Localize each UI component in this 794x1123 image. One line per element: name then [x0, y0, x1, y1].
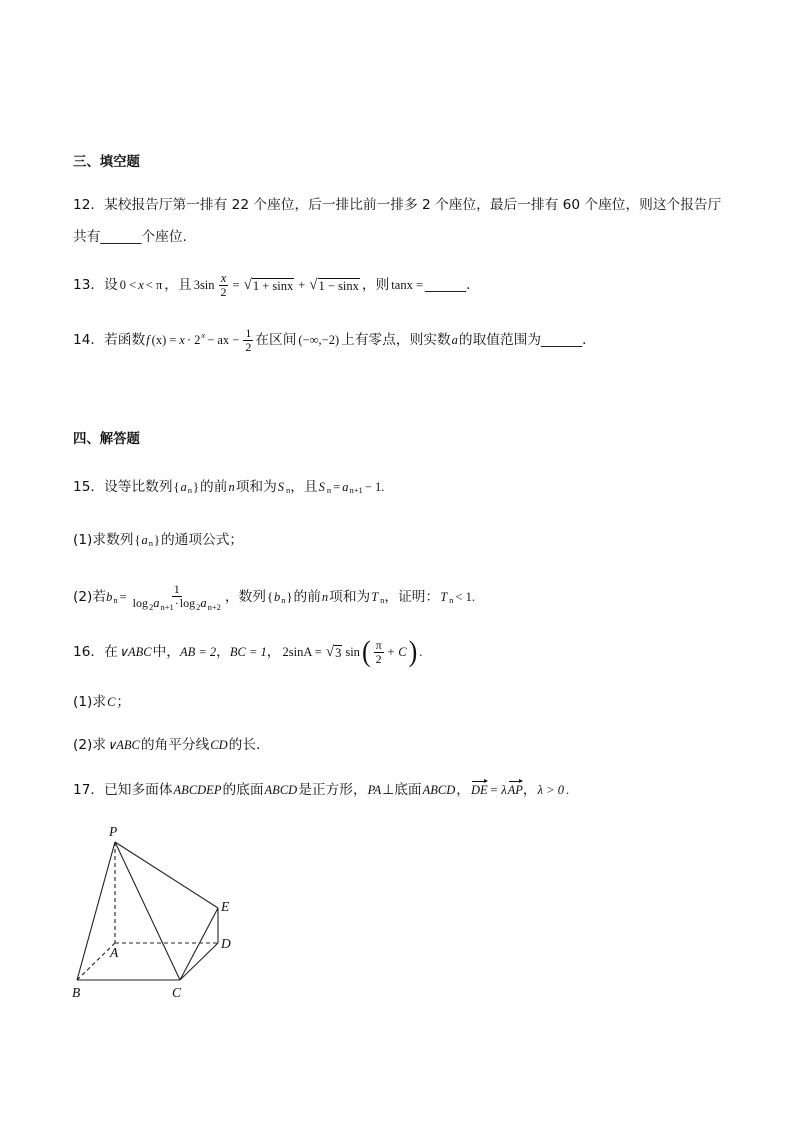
q16-frac-num: π [375, 637, 382, 652]
q16-bc: BC = 1 [229, 645, 267, 659]
q15-part2-frac-den [131, 597, 223, 611]
q14-mid: 上有零点，则实数 [341, 332, 451, 348]
q17-comma-2: ， [522, 782, 537, 798]
q15-equals: = [333, 480, 341, 494]
radical-sign: √ [325, 644, 335, 660]
q15-part1-rbrace: } [153, 533, 160, 547]
q17-solid: ABCDEP [173, 783, 222, 797]
q17-lambda-cond: λ > 0 [537, 783, 564, 797]
q15-part-2 [73, 582, 477, 612]
q13-cond-left: 0 < [119, 278, 137, 292]
q15-part2-fraction [131, 583, 223, 611]
q16-part1-C: C [107, 695, 116, 709]
q17-base-2: ABCD [422, 783, 456, 797]
q15-part2-T-sub: n [380, 595, 385, 605]
q16-part-2 [73, 735, 260, 755]
q15-tail: − 1. [364, 480, 385, 494]
q15-part2-rbrace: } [286, 590, 293, 604]
log-1-base: 2 [148, 602, 154, 612]
log-1-a-sub: n+1 [160, 602, 174, 612]
q16-sin: sin [345, 645, 360, 659]
q16-part2-triangle: ∨ABC [107, 738, 140, 752]
dot: · [174, 596, 179, 610]
section-heading-solutions: 四、解答题 [73, 432, 140, 447]
q15-part2-frac-num-text: 1 [173, 582, 180, 596]
q15-part2-b-sub-2: n [281, 595, 286, 605]
q13-cond-var: x [138, 278, 144, 292]
q16-comma-1: ， [216, 644, 230, 660]
vertex-label-e: E [221, 899, 230, 914]
q16-lparen: ( [361, 634, 371, 669]
q17-perp: ⊥底面 [382, 782, 422, 798]
q16-zhong: 中， [152, 644, 180, 660]
q16-ab: AB = 2 [179, 645, 217, 659]
polyhedron-figure [60, 820, 250, 1010]
q12-line-2: 共有______个座位. [73, 229, 187, 245]
q14-equals: = [169, 333, 177, 347]
q15-part2-sum-of: 项和为 [329, 589, 371, 605]
section-heading-fill-in: 三、填空题 [73, 155, 140, 170]
q17-vector-ap: AP [508, 780, 523, 800]
q16-part2-tail: 的长. [228, 737, 261, 753]
q16-part-1 [73, 692, 130, 712]
q15-part2-b: b [106, 590, 113, 604]
q15-part2-equals: = [119, 590, 127, 604]
q13-frac-den: 2 [220, 284, 227, 299]
q15-a-2: a [342, 480, 349, 494]
q16-lead: 16．在 [73, 644, 118, 660]
q15-a: a [180, 480, 187, 494]
q14-func-arg: (x) [151, 333, 167, 347]
q14-dot-two: · 2 [186, 333, 201, 347]
q16-frac-den: 2 [375, 651, 382, 666]
q16-comma-2: ， [266, 644, 281, 660]
q14-frac-den: 2 [245, 339, 252, 354]
q17-period: . [565, 783, 570, 797]
q15-part1-a: a [141, 533, 148, 547]
q15-S-2: S [318, 480, 325, 494]
q17-comma-1: ， [456, 782, 470, 798]
q15-part2-lead: (2)若 [73, 589, 107, 605]
q14-x: x [179, 333, 185, 347]
log-1: log [132, 596, 148, 610]
log-2-a: a [200, 596, 207, 610]
q13-rhs: tanx = [391, 278, 423, 292]
q15-part1-lead: (1)求数列 [73, 532, 134, 548]
q16-fraction [374, 639, 384, 666]
q15-S-sub-2: n [326, 485, 332, 495]
edge-dc [180, 943, 218, 980]
q13-frac-num [219, 272, 229, 286]
q15-qian: 的前 [200, 479, 228, 495]
q17-base: ABCD [264, 783, 298, 797]
q15-part2-frac-num [172, 583, 182, 597]
q13-radicand-2: 1 − sinx [318, 279, 359, 293]
radical-sign: √ [243, 277, 252, 293]
q16-period: . [419, 645, 423, 659]
q15-part2-T: T [371, 590, 379, 604]
q14-fraction [243, 327, 253, 354]
vertex-label-b: B [72, 985, 81, 1000]
q13-coef: 3sin [193, 278, 215, 292]
q15-part2-prove: ，证明： [384, 589, 440, 605]
q17-base-of: 的底面 [222, 782, 264, 798]
question-15 [73, 477, 386, 497]
q17-square: 是正方形， [298, 782, 367, 798]
q15-part1-a-sub: n [148, 538, 153, 548]
vertex-label-d: D [221, 936, 231, 951]
q15-sum-of: 项和为 [235, 479, 277, 495]
q16-rparen: ) [408, 634, 418, 669]
q15-a-sub-2: n+1 [349, 485, 363, 495]
q13-sqrt-1 [244, 277, 295, 293]
q16-triangle: ∨ABC [118, 645, 152, 659]
q13-plus: + [298, 278, 306, 292]
q17-vector-de: DE [471, 780, 488, 800]
q14-frac-num: 1 [245, 325, 252, 340]
vertex-label-a: A [110, 945, 119, 960]
q15-S: S [277, 480, 285, 494]
q14-param: a [451, 333, 458, 347]
q16-radicand: 3 [335, 646, 342, 660]
q15-part2-n: n [321, 590, 329, 604]
q13-lead: 13．设 [73, 277, 118, 293]
q13-cond-right: < π [145, 278, 163, 292]
q16-plus-c: + C [386, 645, 407, 659]
q16-sqrt [326, 644, 342, 660]
q13-equals: = [232, 278, 240, 292]
q12-line-1: 12．某校报告厅第一排有 22 个座位，后一排比前一排多 2 个座位，最后一排有 60 个座位，则这个报告厅 [73, 197, 722, 213]
q15-a-sub: n [187, 485, 193, 495]
question-17 [73, 780, 570, 800]
q15-lead: 15．设等比数列 [73, 479, 173, 495]
vertex-label-c: C [172, 985, 182, 1000]
q17-lead: 17．已知多面体 [73, 782, 173, 798]
q17-pa: PA [367, 783, 382, 797]
q15-part2-b-2: b [274, 590, 281, 604]
q13-frac-num-text: x [220, 270, 227, 285]
log-2-base: 2 [196, 602, 201, 612]
q15-and: ，且 [290, 479, 318, 495]
q15-part1-tail: 的通项公式； [160, 532, 244, 548]
q15-part2-lbrace: { [267, 590, 273, 604]
q13-blank: ______. [425, 277, 471, 293]
q15-part2-T-2: T [440, 590, 448, 604]
q15-part2-b-sub: n [113, 595, 118, 605]
q13-and: ，且 [164, 277, 192, 293]
vertex-label-p: P [109, 824, 118, 839]
q15-part2-T-sub-2: n [449, 595, 454, 605]
edge-ec [180, 908, 218, 980]
question-13 [73, 270, 471, 299]
q15-n: n [228, 480, 235, 494]
q15-lbrace: { [173, 480, 180, 494]
q17-eq-lambda: = λ [489, 783, 507, 797]
q16-part2-lead: (2)求 [73, 737, 107, 753]
q15-part1-lbrace: { [134, 533, 141, 547]
q13-sqrt-2 [309, 277, 360, 293]
q15-part-1 [73, 530, 243, 550]
log-2-a-sub: n+2 [207, 602, 221, 612]
q16-part2-cd: CD [210, 738, 228, 752]
q14-interval-lead: 在区间 [255, 332, 297, 348]
q14-exponent: x [201, 330, 206, 340]
q15-S-sub: n [286, 485, 291, 495]
q16-part1-tail: ； [116, 694, 131, 710]
q15-part2-lt: < 1. [455, 590, 475, 604]
question-16 [73, 634, 423, 669]
q16-part2-mid: 的角平分线 [140, 737, 210, 753]
q13-then: ，则 [361, 277, 390, 293]
q15-rbrace: } [193, 480, 200, 494]
log-2: log [179, 596, 196, 610]
q15-part2-qian: 的前 [293, 589, 321, 605]
q15-part2-seq-lead: ，数列 [224, 589, 266, 605]
q14-minus-ax: − ax − [207, 333, 240, 347]
q13-radicand-1: 1 + sinx [252, 279, 294, 293]
q16-lhs: 2sinA = [282, 645, 322, 659]
q14-interval: (−∞,−2) [298, 333, 340, 347]
log-1-a: a [153, 596, 160, 610]
q16-part1-lead: (1)求 [73, 694, 107, 710]
q14-func-name: f [146, 333, 150, 347]
question-14 [73, 325, 596, 354]
q14-tail: 的取值范围为______． [458, 332, 596, 348]
q14-lead: 14．若函数 [73, 332, 146, 348]
radical-sign: √ [309, 277, 318, 293]
q13-fraction [219, 272, 229, 299]
